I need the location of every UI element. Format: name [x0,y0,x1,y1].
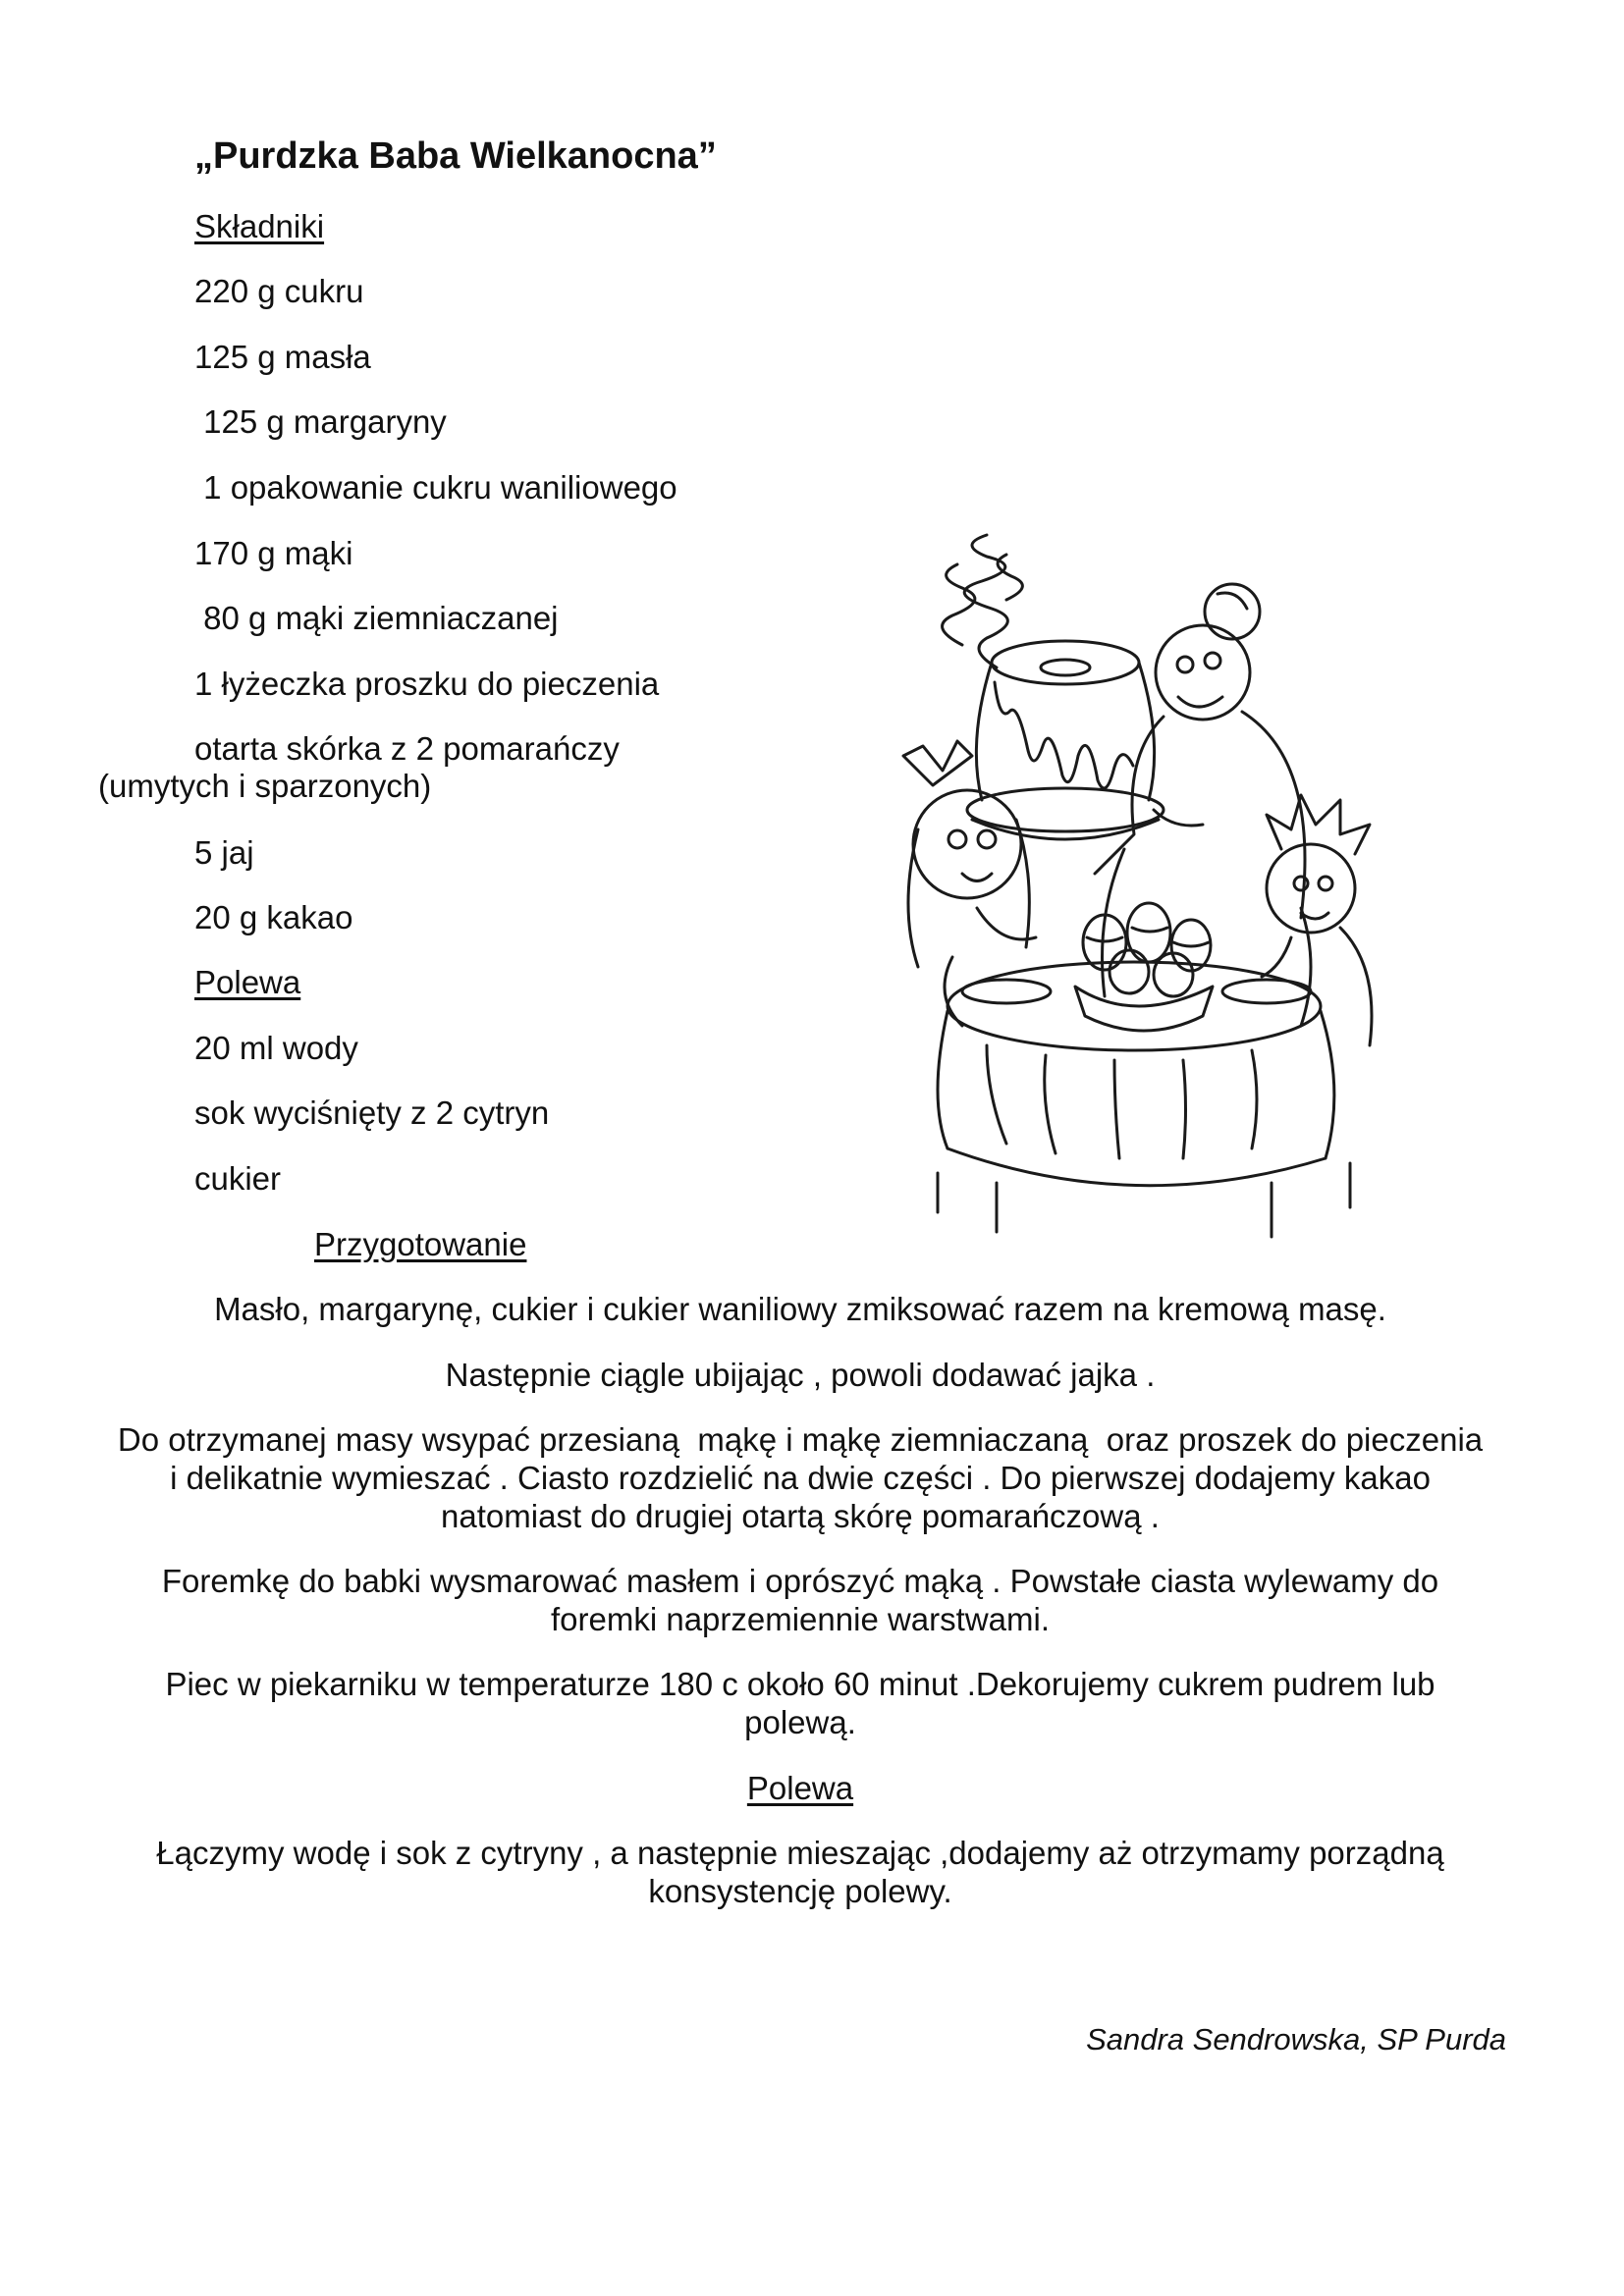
recipe-title: „Purdzka Baba Wielkanocna” [194,135,717,177]
glaze-ingredient-item: 20 ml wody [194,1030,358,1066]
author-signature: Sandra Sendrowska, SP Purda [1086,2022,1506,2056]
preparation-line: natomiast do drugiej otartą skórę pomarańczową . [441,1498,1160,1534]
girl-figure [903,741,1036,1026]
ingredients-heading: Składniki [194,208,325,244]
glaze-ingredient-item: sok wyciśnięty z 2 cytryn [194,1095,550,1131]
easter-cake-illustration [879,496,1409,1242]
ingredient-item: 1 opakowanie cukru waniliowego [194,469,677,506]
preparation-line: Następnie ciągle ubijając , powoli dodawać jajka . [445,1357,1156,1393]
ingredient-item: 80 g mąki ziemniaczanej [194,600,559,636]
preparation-line: Piec w piekarniku w temperaturze 180 c około 60 minut .Dekorujemy cukrem pudrem lub [165,1666,1435,1702]
preparation-line: foremki naprzemiennie warstwami. [550,1601,1050,1637]
glaze-method-line: konsystencję polewy. [648,1873,952,1909]
glaze-method-line: Łączymy wodę i sok z cytryny , a następnie mieszając ,dodajemy aż otrzymamy porządną [156,1835,1444,1871]
glaze-heading: Polewa [194,964,301,1000]
ingredient-item: 5 jaj [194,834,254,871]
ingredient-item: 170 g mąki [194,535,353,571]
ingredient-item: otarta skórka z 2 pomarańczy [194,730,620,767]
ingredient-item: 220 g cukru [194,273,364,309]
boy-figure [1262,795,1372,1045]
ingredient-item: (umytych i sparzonych) [98,768,432,804]
glaze-ingredient-item: cukier [194,1160,282,1197]
preparation-heading: Przygotowanie [314,1226,527,1262]
babka-cake-icon [967,641,1164,839]
preparation-line: Do otrzymanej masy wsypać przesianą mąkę i mąkę ziemniaczaną oraz proszek do pieczenia [117,1421,1484,1458]
preparation-line: i delikatnie wymieszać . Ciasto rozdzielić na dwie części . Do pierwszej dodajemy kakao [170,1460,1431,1496]
ingredient-item: 20 g kakao [194,899,353,935]
glaze-method-heading: Polewa [746,1770,854,1806]
egg-basket-icon [1075,903,1213,1031]
preparation-line: polewą. [744,1704,856,1740]
ingredient-item: 125 g masła [194,339,371,375]
preparation-line: Foremkę do babki wysmarować masłem i oprószyć mąką . Powstałe ciasta wylewamy do [161,1563,1439,1599]
ingredient-item: 1 łyżeczka proszku do pieczenia [194,666,660,702]
ingredient-item: 125 g margaryny [194,403,447,440]
preparation-line: Masło, margarynę, cukier i cukier waniliowy zmiksować razem na kremową masę. [214,1291,1386,1327]
